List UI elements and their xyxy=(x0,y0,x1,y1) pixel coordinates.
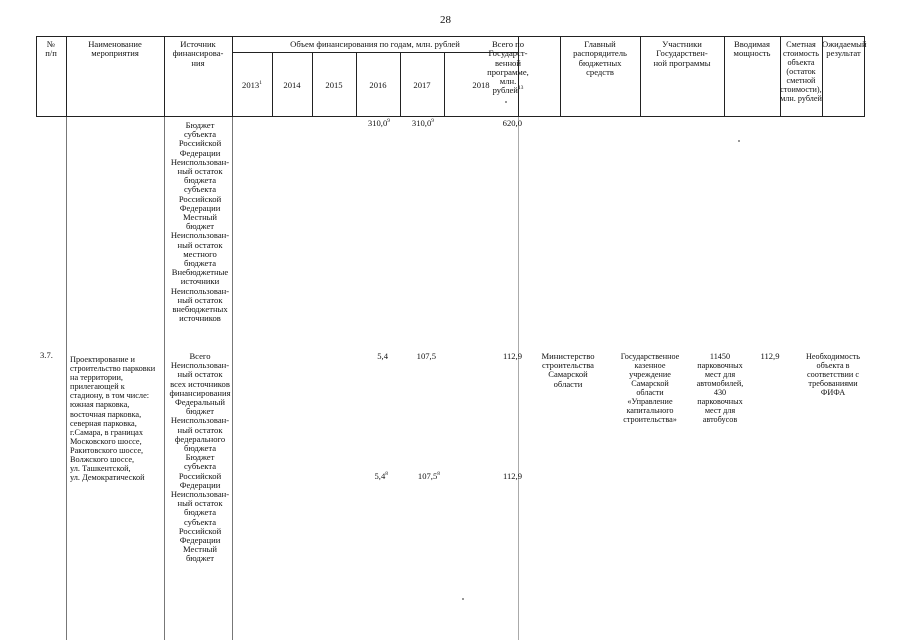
header-manager: Главный распорядитель бюджетных средств xyxy=(573,39,627,77)
row-3-7-2016-regional-footnote: 8 xyxy=(385,471,388,478)
header-year-2015: 2015 xyxy=(325,80,343,90)
scan-speck xyxy=(738,140,740,142)
header-total-footnote: 13 xyxy=(517,85,524,92)
scan-speck xyxy=(462,598,464,600)
header-result: Ожидаемый результат xyxy=(822,39,867,59)
row-3-7-2016: 5,4 xyxy=(377,351,388,361)
block1-2016-text: 310,0 xyxy=(367,118,388,128)
row-3-7-2016-regional-text: 5,4 xyxy=(374,471,386,481)
row-3-7-manager: Министерство строительства Самарской области xyxy=(541,351,595,389)
block1-2017-text: 310,0 xyxy=(411,118,432,128)
header-total-text: Всего по Государст- венной программе, млн. рублей xyxy=(487,39,529,96)
row-3-7-capacity: 11450 парковочных мест для автомобилей, 430 парковочных мест для автобусов xyxy=(696,352,744,424)
header-year-2013 xyxy=(232,81,272,90)
header-bottom-border xyxy=(36,116,865,117)
row-3-7-num: 3.7. xyxy=(40,350,53,360)
row-3-7-2017-regional-text: 107,5 xyxy=(417,471,438,481)
row-3-7-total: 112,9 xyxy=(502,351,522,361)
block1-2016-value xyxy=(348,119,390,128)
header-estimate: Сметная стоимость объекта (остаток сметной стоимости), млн. рублей xyxy=(780,40,822,103)
row-3-7-2017-regional xyxy=(396,472,440,481)
header-year-2016: 2016 xyxy=(369,80,387,90)
block1-total: 620,0 xyxy=(502,118,522,128)
body-col-border xyxy=(66,117,67,640)
row-3-7-result: Необходимость объекта в соответствии с требованиями ФИФА xyxy=(805,352,861,397)
row-3-7-2017-regional-footnote: 8 xyxy=(437,471,440,478)
header-year-2018: 2018 xyxy=(472,80,490,90)
header-source: Источник финансирова- ния xyxy=(172,39,224,68)
header-num-line1: № xyxy=(46,39,56,49)
header-participants: Участники Государствен- ной программы xyxy=(653,39,711,68)
page-number: 28 xyxy=(440,14,451,26)
row-3-7-estimate: 112,9 xyxy=(760,351,780,361)
scan-speck xyxy=(505,101,507,103)
header-num-line2: п/п xyxy=(45,48,57,59)
header-capacity: Вводимая мощность xyxy=(733,39,771,59)
row-3-7-sources: Всего Неиспользован- ный остаток всех источников финансирования Федеральный бюджет Неиспользован- ный остаток федерального бюджета Бюджет субъекта Российской Федерации Неиспользован- ный остаток бюджета субъекта Российской Федерации Местный бюджет xyxy=(169,351,231,564)
volume-divider xyxy=(232,52,518,53)
header-num xyxy=(36,40,66,59)
header-year-2014: 2014 xyxy=(283,80,301,90)
year-2013-label: 2013 xyxy=(242,80,260,90)
header-volume-title: Объем финансирования по годам, млн. рублей xyxy=(290,39,460,49)
block1-sources: Бюджет субъекта Российской Федерации Неиспользован- ный остаток бюджета субъекта Российской Федерации Местный бюджет Неиспользован- ный остаток местного бюджета Внебюджетные источники Неиспользован- ный остаток внебюджетных источников xyxy=(170,120,230,324)
row-3-7-total-regional: 112,9 xyxy=(502,471,522,481)
block1-2016-footnote: 9 xyxy=(387,118,390,125)
row-3-7-participants: Государственное казенное учреждение Самарской области «Управление капитального строительства» xyxy=(620,352,680,424)
block1-2017-footnote: 9 xyxy=(431,118,434,125)
header-top-border xyxy=(36,36,865,37)
row-3-7-2016-regional xyxy=(346,472,388,481)
block1-2017-value xyxy=(392,119,434,128)
header-total xyxy=(482,40,534,96)
header-year-2017: 2017 xyxy=(413,80,431,90)
body-col-border xyxy=(518,117,519,640)
year-2013-footnote: 1 xyxy=(259,80,262,87)
row-3-7-activity: Проектирование и строительство парковки на территории, прилегающей к стадиону, в том числе: южная парковка, восточная парковка, северная парковка, г.Самара, в границах Московского шоссе, Ракитовского шоссе, Волжского шоссе, ул. Ташкентской, ул. Демократической xyxy=(70,355,156,483)
header-activity: Наименование мероприятия xyxy=(88,39,142,59)
row-3-7-2017: 107,5 xyxy=(416,351,436,361)
